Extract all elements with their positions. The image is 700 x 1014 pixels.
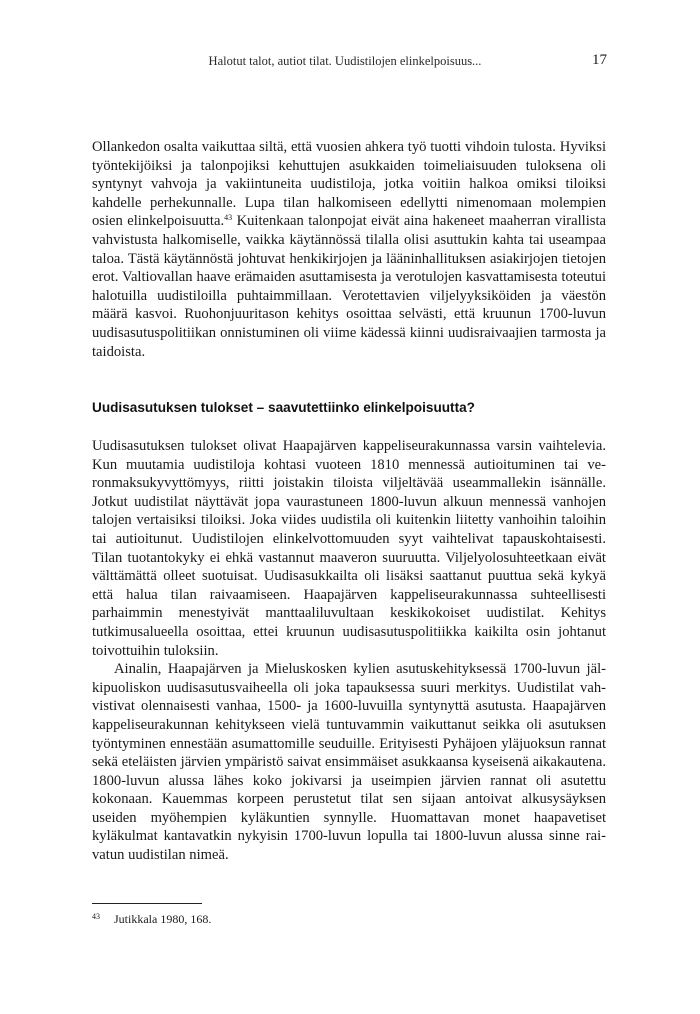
paragraph-1-text-continued: Kuitenkaan talonpojat eivät aina hakeneet maaherran virallista vahvistusta halkomiselle, vaikka käytännössä tilalla olisi asuttukin kahta tai useampaa taloa. Tästä käytännöstä johtuvat henkikirjojen ja lääninhallituksen asiakirjojen tietojen erot. Valtiovallan haave erämaiden asuttamisesta ja verotulojen kasvattamisesta toteutui halotuilla uudistiloilla puhtaimmillaan. Verotettavien viljelyyksiköiden ja väestön määrä kasvoi. Ruohonjuuritason kehitys osoittaa selvästi, että kruunun 1700-luvun uudisasutuspolitiikan onnistuminen oli viime kädessä kiinni uudisraivaajien tarmosta ja taidoista. [92, 213, 606, 360]
running-header [0, 52, 700, 74]
footnote-text: Jutikkala 1980, 168. [114, 912, 212, 926]
footnote-reference[interactable]: 43 [224, 213, 233, 223]
body-paragraph-2: Uudisasutuksen tulokset olivat Haapajärven kappeliseurakunnassa varsin vaihtelevia. Kun muutamia uudistiloja kohtasi vuoteen 1810 mennessä autioituminen tai veronmaksukyvyttömyys, riitti joistakin tiloista viljeltävää useammallekin isännälle. Jotkut uudistilat näyttävät jopa vaurastuneen 1800-luvun alkuun mennessä vanhojen talojen vertaisiksi tiloiksi. Joka viides uudistila oli kuitenkin liitetty vanhoihin taloihin tai autioitunut. Uudistilojen elinkelvottomuuden syyt vaihtelivat tapauskohtaisesti. Tilan tuotantokyky ei ehkä vastannut maaveron suuruutta. Viljelyolosuhteetkaan eivät välttämättä olleet suotuisat. Uudisasukkailta oli lisäksi saattanut puuttua sekä kykyä että halua tilan raivaamiseen. Haapajärven kappeliseurakunnassa suhteellisesti parhaimmin menestyivät manttaaliluvultaan keskikokoiset uudistilat. Kehitys tutkimusalueella osoittaa, ettei kruunun uudisasutuspolitiikka kaikilta osin johtanut toivottuihin tuloksiin. [92, 438, 606, 659]
section-heading: Uudisasutuksen tulokset – saavutettiinko elinkelpoisuutta? [92, 400, 475, 415]
body-paragraph-1 [92, 138, 606, 361]
section-body [92, 437, 606, 865]
footnote-number: 43 [92, 912, 100, 921]
body-paragraph-3: Ainalin, Haapajärven ja Mieluskosken kylien asutuskehityksessä 1700-luvun jälkipuoliskon uudisasutusvaiheella oli joka tapauksessa suuri merkitys. Uudistilat vahvistivat olennaisesti vanhaa, 1500- ja 1600-luvuilla syntynyttä asutusta. Haapajärven kappeliseurakunnan kehitykseen vielä tuntuvammin vaikuttanut seikka oli asutuksen työntyminen ennestään asumattomille seuduille. Erityisesti Pyhäjoen yläjuoksun rannat sekä eteläisten järvien ympäristö saivat ensimmäiset asukkaansa kyseisenä aikakautena. 1800-luvun alussa lähes koko jokivarsi ja useimpien järvien rannat oli asutettu kokonaan. Kauemmas korpeen perustetut tilat sen sijaan antoivat alkusysäyksen useiden myöhempien kyläkuntien synnylle. Huomattavan monet haapavetiset kyläkulmat kantavatkin nykyisin 1700-luvun lopulla tai 1800-luvun alussa sinne raivatun uudistilan nimeä. [92, 661, 606, 864]
running-title: Halotut talot, autiot tilat. Uudistilojen elinkelpoisuus... [208, 54, 482, 68]
page-number: 17 [592, 52, 607, 68]
paragraph-1-text: Ollankedon osalta vaikuttaa siltä, että vuosien ahkera työ tuotti vihdoin tulosta. Hyviksi työntekijöiksi ja talonpojiksi kehuttujen asukkaiden toimeliaisuuden tuloksena oli syntynyt vahvoja ja vakiintuneita uudistiloja, jotka voitiin halkoa omiksi tiloiksi kahdelle perhekunnalle. Lupa tilan halkomiseen edellytti nimenomaan molempien osien elinkelpoisuutta. [92, 139, 606, 230]
footnote [92, 909, 606, 927]
footnote-divider [92, 903, 202, 904]
